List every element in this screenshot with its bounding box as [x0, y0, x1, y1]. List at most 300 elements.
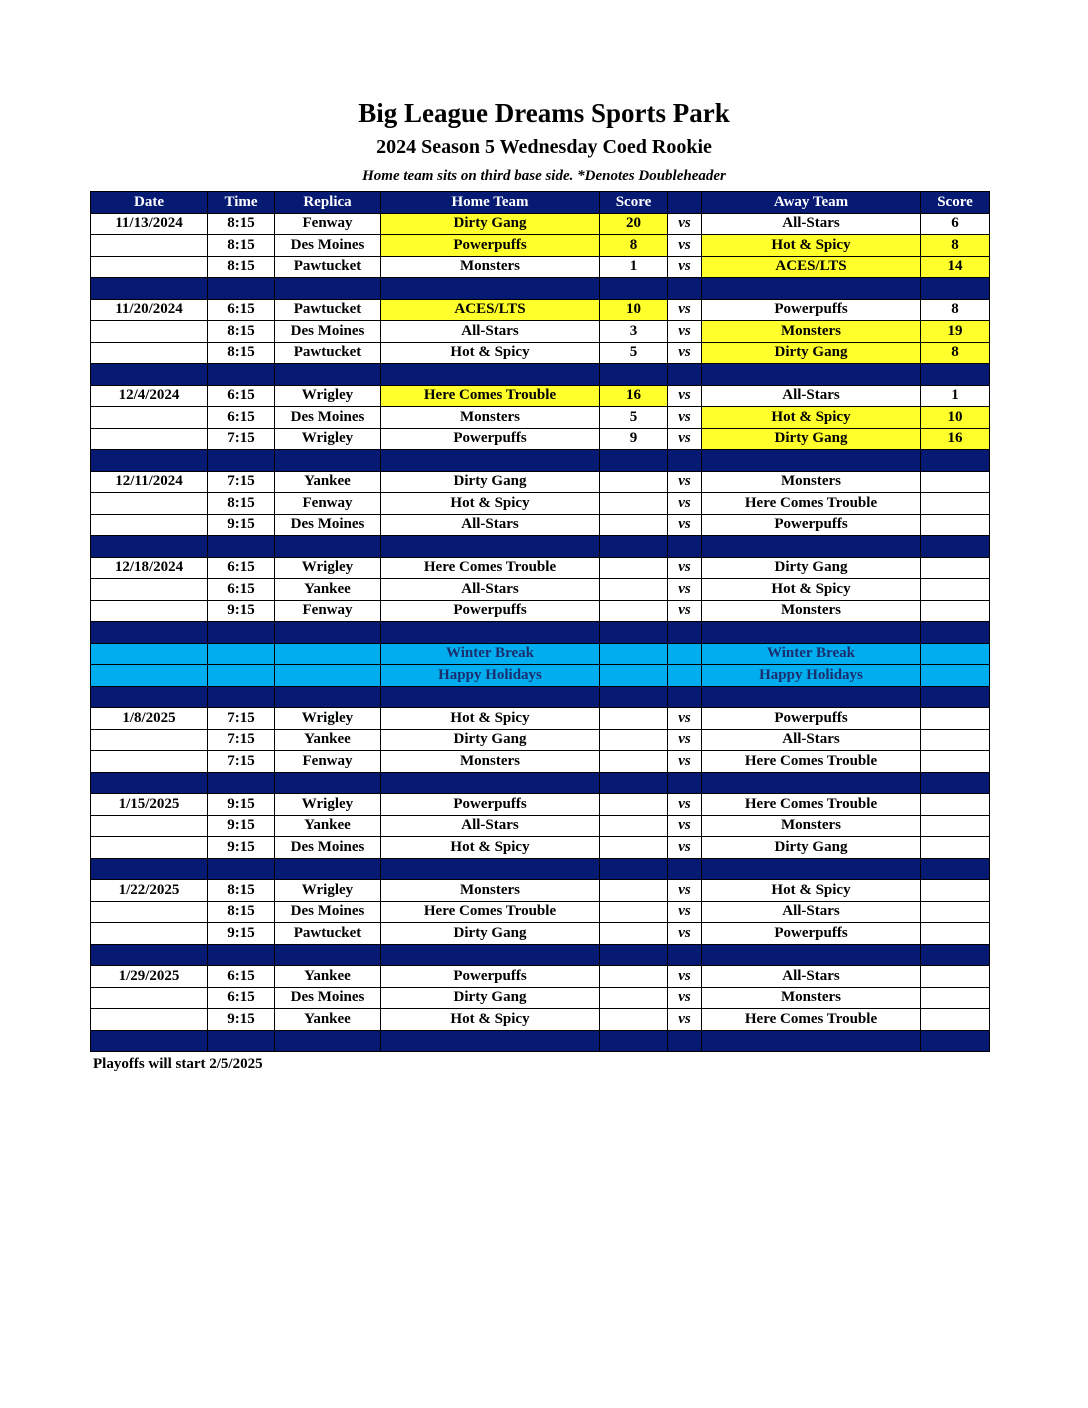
separator-cell	[921, 450, 990, 472]
separator-cell	[381, 858, 600, 880]
game-field: Des Moines	[275, 235, 381, 257]
game-time: 6:15	[208, 557, 275, 579]
separator-cell	[275, 536, 381, 558]
away-team: Monsters	[702, 815, 921, 837]
game-field: Yankee	[275, 1009, 381, 1031]
away-score	[921, 600, 990, 622]
col-header-time: Time	[208, 192, 275, 214]
home-score	[600, 493, 668, 515]
separator-cell	[208, 944, 275, 966]
game-date	[91, 729, 208, 751]
separator-cell	[702, 1030, 921, 1052]
week-separator-row	[91, 686, 990, 708]
separator-cell	[600, 450, 668, 472]
separator-cell	[275, 622, 381, 644]
separator-cell	[208, 1030, 275, 1052]
game-field: Pawtucket	[275, 342, 381, 364]
separator-cell	[668, 364, 702, 386]
vs-label: vs	[668, 514, 702, 536]
separator-cell	[668, 772, 702, 794]
away-team: All-Stars	[702, 901, 921, 923]
game-field: Fenway	[275, 600, 381, 622]
empty-cell	[208, 665, 275, 687]
vs-label: vs	[668, 1009, 702, 1031]
game-row	[91, 729, 990, 751]
schedule-body	[91, 213, 990, 1052]
game-row	[91, 342, 990, 364]
away-team: Dirty Gang	[702, 557, 921, 579]
home-team: All-Stars	[381, 514, 600, 536]
home-team: Dirty Gang	[381, 729, 600, 751]
home-team: Hot & Spicy	[381, 493, 600, 515]
game-row	[91, 815, 990, 837]
separator-cell	[275, 772, 381, 794]
away-team: Dirty Gang	[702, 428, 921, 450]
separator-cell	[600, 622, 668, 644]
separator-cell	[702, 944, 921, 966]
game-time: 6:15	[208, 299, 275, 321]
game-time: 6:15	[208, 579, 275, 601]
game-row	[91, 751, 990, 773]
away-team: Hot & Spicy	[702, 235, 921, 257]
game-time: 7:15	[208, 471, 275, 493]
break-row	[91, 643, 990, 665]
game-field: Pawtucket	[275, 923, 381, 945]
away-score: 14	[921, 256, 990, 278]
separator-cell	[275, 944, 381, 966]
home-score	[600, 901, 668, 923]
away-team: ACES/LTS	[702, 256, 921, 278]
game-row	[91, 256, 990, 278]
away-team: Powerpuffs	[702, 514, 921, 536]
vs-label: vs	[668, 256, 702, 278]
game-date: 1/29/2025	[91, 966, 208, 988]
game-field: Yankee	[275, 471, 381, 493]
game-date	[91, 235, 208, 257]
home-score: 8	[600, 235, 668, 257]
empty-cell	[668, 665, 702, 687]
away-team: Hot & Spicy	[702, 407, 921, 429]
vs-label: vs	[668, 407, 702, 429]
game-row	[91, 708, 990, 730]
home-score: 9	[600, 428, 668, 450]
away-score	[921, 901, 990, 923]
home-team: Powerpuffs	[381, 428, 600, 450]
week-separator-row	[91, 1030, 990, 1052]
home-team: Dirty Gang	[381, 471, 600, 493]
vs-label: vs	[668, 923, 702, 945]
week-separator-row	[91, 450, 990, 472]
empty-cell	[600, 643, 668, 665]
game-time: 6:15	[208, 407, 275, 429]
game-time: 7:15	[208, 428, 275, 450]
vs-label: vs	[668, 815, 702, 837]
game-row	[91, 966, 990, 988]
game-field: Wrigley	[275, 708, 381, 730]
separator-cell	[600, 858, 668, 880]
vs-label: vs	[668, 708, 702, 730]
game-date	[91, 579, 208, 601]
week-separator-row	[91, 772, 990, 794]
separator-cell	[275, 364, 381, 386]
separator-cell	[91, 622, 208, 644]
vs-label: vs	[668, 321, 702, 343]
game-row	[91, 579, 990, 601]
separator-cell	[91, 772, 208, 794]
vs-label: vs	[668, 794, 702, 816]
separator-cell	[702, 450, 921, 472]
game-date	[91, 837, 208, 859]
vs-label: vs	[668, 901, 702, 923]
home-team: Monsters	[381, 407, 600, 429]
away-score: 10	[921, 407, 990, 429]
game-field: Yankee	[275, 729, 381, 751]
break-label-away: Happy Holidays	[702, 665, 921, 687]
game-field: Des Moines	[275, 514, 381, 536]
away-team: All-Stars	[702, 385, 921, 407]
away-score	[921, 514, 990, 536]
separator-cell	[91, 944, 208, 966]
away-score: 6	[921, 213, 990, 235]
game-time: 6:15	[208, 987, 275, 1009]
empty-cell	[91, 665, 208, 687]
game-field: Pawtucket	[275, 256, 381, 278]
game-field: Fenway	[275, 213, 381, 235]
separator-cell	[208, 622, 275, 644]
header-row	[91, 192, 990, 214]
home-score	[600, 815, 668, 837]
home-score: 20	[600, 213, 668, 235]
game-date: 12/11/2024	[91, 471, 208, 493]
game-time: 9:15	[208, 815, 275, 837]
away-team: Here Comes Trouble	[702, 1009, 921, 1031]
away-team: All-Stars	[702, 966, 921, 988]
game-field: Des Moines	[275, 837, 381, 859]
vs-label: vs	[668, 385, 702, 407]
col-header-replica: Replica	[275, 192, 381, 214]
separator-cell	[381, 622, 600, 644]
away-team: Hot & Spicy	[702, 880, 921, 902]
separator-cell	[600, 536, 668, 558]
game-time: 8:15	[208, 321, 275, 343]
empty-cell	[600, 665, 668, 687]
playoffs-note: Playoffs will start 2/5/2025	[93, 1056, 263, 1072]
home-team: All-Stars	[381, 579, 600, 601]
week-separator-row	[91, 536, 990, 558]
away-team: Powerpuffs	[702, 708, 921, 730]
game-date: 12/4/2024	[91, 385, 208, 407]
home-score	[600, 600, 668, 622]
game-time: 7:15	[208, 708, 275, 730]
game-date	[91, 428, 208, 450]
away-score	[921, 815, 990, 837]
game-field: Wrigley	[275, 428, 381, 450]
game-row	[91, 923, 990, 945]
col-header-home-score: Score	[600, 192, 668, 214]
game-field: Wrigley	[275, 880, 381, 902]
game-date	[91, 342, 208, 364]
away-team: Monsters	[702, 987, 921, 1009]
separator-cell	[921, 364, 990, 386]
game-row	[91, 299, 990, 321]
away-team: Here Comes Trouble	[702, 493, 921, 515]
game-row	[91, 880, 990, 902]
game-field: Yankee	[275, 966, 381, 988]
vs-label: vs	[668, 235, 702, 257]
game-time: 8:15	[208, 256, 275, 278]
game-date: 1/8/2025	[91, 708, 208, 730]
home-score	[600, 471, 668, 493]
vs-label: vs	[668, 880, 702, 902]
home-team: Hot & Spicy	[381, 1009, 600, 1031]
game-field: Fenway	[275, 751, 381, 773]
home-score: 3	[600, 321, 668, 343]
away-team: Powerpuffs	[702, 299, 921, 321]
separator-cell	[668, 686, 702, 708]
separator-cell	[381, 536, 600, 558]
home-team: All-Stars	[381, 815, 600, 837]
vs-label: vs	[668, 579, 702, 601]
game-date	[91, 1009, 208, 1031]
game-row	[91, 235, 990, 257]
break-label-home: Happy Holidays	[381, 665, 600, 687]
game-time: 9:15	[208, 514, 275, 536]
separator-cell	[702, 622, 921, 644]
game-date: 11/13/2024	[91, 213, 208, 235]
separator-cell	[921, 1030, 990, 1052]
away-score	[921, 579, 990, 601]
separator-cell	[600, 1030, 668, 1052]
home-team: Powerpuffs	[381, 600, 600, 622]
vs-label: vs	[668, 299, 702, 321]
home-team: Here Comes Trouble	[381, 557, 600, 579]
game-field: Des Moines	[275, 901, 381, 923]
separator-cell	[381, 364, 600, 386]
vs-label: vs	[668, 213, 702, 235]
empty-cell	[275, 643, 381, 665]
home-score: 1	[600, 256, 668, 278]
away-score	[921, 493, 990, 515]
home-score: 10	[600, 299, 668, 321]
game-date	[91, 600, 208, 622]
separator-cell	[668, 1030, 702, 1052]
game-field: Wrigley	[275, 557, 381, 579]
game-time: 8:15	[208, 880, 275, 902]
separator-cell	[600, 364, 668, 386]
game-date	[91, 815, 208, 837]
game-time: 8:15	[208, 493, 275, 515]
away-team: All-Stars	[702, 729, 921, 751]
game-time: 6:15	[208, 966, 275, 988]
col-header-date: Date	[91, 192, 208, 214]
game-date	[91, 751, 208, 773]
separator-cell	[381, 944, 600, 966]
separator-cell	[208, 772, 275, 794]
away-score	[921, 751, 990, 773]
away-team: Monsters	[702, 471, 921, 493]
separator-cell	[275, 686, 381, 708]
home-team: Powerpuffs	[381, 235, 600, 257]
separator-cell	[381, 772, 600, 794]
game-row	[91, 493, 990, 515]
home-team: Dirty Gang	[381, 987, 600, 1009]
game-time: 9:15	[208, 1009, 275, 1031]
vs-label: vs	[668, 729, 702, 751]
game-time: 8:15	[208, 901, 275, 923]
game-row	[91, 428, 990, 450]
week-separator-row	[91, 944, 990, 966]
separator-cell	[381, 450, 600, 472]
home-team: Here Comes Trouble	[381, 385, 600, 407]
game-field: Des Moines	[275, 321, 381, 343]
separator-cell	[668, 944, 702, 966]
separator-cell	[600, 278, 668, 300]
separator-cell	[208, 858, 275, 880]
separator-cell	[921, 536, 990, 558]
separator-cell	[702, 536, 921, 558]
separator-cell	[275, 278, 381, 300]
vs-label: vs	[668, 557, 702, 579]
separator-cell	[921, 686, 990, 708]
separator-cell	[921, 858, 990, 880]
game-time: 8:15	[208, 342, 275, 364]
game-date	[91, 407, 208, 429]
away-team: Monsters	[702, 321, 921, 343]
separator-cell	[91, 686, 208, 708]
away-score: 16	[921, 428, 990, 450]
separator-cell	[702, 858, 921, 880]
separator-cell	[91, 450, 208, 472]
game-field: Wrigley	[275, 385, 381, 407]
separator-cell	[91, 536, 208, 558]
game-date	[91, 901, 208, 923]
separator-cell	[275, 1030, 381, 1052]
break-label-home: Winter Break	[381, 643, 600, 665]
game-row	[91, 514, 990, 536]
separator-cell	[208, 278, 275, 300]
vs-label: vs	[668, 428, 702, 450]
game-time: 7:15	[208, 751, 275, 773]
home-score: 16	[600, 385, 668, 407]
col-header-away-team: Away Team	[702, 192, 921, 214]
game-field: Yankee	[275, 815, 381, 837]
separator-cell	[275, 450, 381, 472]
home-score	[600, 987, 668, 1009]
separator-cell	[702, 364, 921, 386]
separator-cell	[921, 772, 990, 794]
separator-cell	[600, 686, 668, 708]
separator-cell	[668, 536, 702, 558]
separator-cell	[381, 686, 600, 708]
game-row	[91, 471, 990, 493]
game-row	[91, 213, 990, 235]
separator-cell	[668, 622, 702, 644]
separator-cell	[668, 858, 702, 880]
home-team: Hot & Spicy	[381, 708, 600, 730]
away-team: Here Comes Trouble	[702, 794, 921, 816]
away-score	[921, 1009, 990, 1031]
empty-cell	[921, 665, 990, 687]
home-score	[600, 794, 668, 816]
away-team: Hot & Spicy	[702, 579, 921, 601]
vs-label: vs	[668, 751, 702, 773]
game-row	[91, 837, 990, 859]
game-time: 9:15	[208, 923, 275, 945]
separator-cell	[668, 278, 702, 300]
game-date	[91, 923, 208, 945]
empty-cell	[91, 643, 208, 665]
game-field: Yankee	[275, 579, 381, 601]
home-score	[600, 729, 668, 751]
game-row	[91, 557, 990, 579]
away-score	[921, 729, 990, 751]
game-row	[91, 901, 990, 923]
separator-cell	[381, 1030, 600, 1052]
game-time: 8:15	[208, 235, 275, 257]
separator-cell	[702, 772, 921, 794]
away-score	[921, 794, 990, 816]
game-row	[91, 794, 990, 816]
page-title: Big League Dreams Sports Park	[358, 98, 730, 128]
separator-cell	[208, 364, 275, 386]
away-score: 19	[921, 321, 990, 343]
game-row	[91, 1009, 990, 1031]
game-date	[91, 321, 208, 343]
game-field: Wrigley	[275, 794, 381, 816]
separator-cell	[702, 686, 921, 708]
vs-label: vs	[668, 966, 702, 988]
away-team: Here Comes Trouble	[702, 751, 921, 773]
separator-cell	[275, 858, 381, 880]
away-team: Dirty Gang	[702, 837, 921, 859]
home-team: Monsters	[381, 751, 600, 773]
col-header-away-score: Score	[921, 192, 990, 214]
game-row	[91, 987, 990, 1009]
game-row	[91, 407, 990, 429]
game-date	[91, 514, 208, 536]
home-team: All-Stars	[381, 321, 600, 343]
home-score	[600, 880, 668, 902]
away-score	[921, 923, 990, 945]
game-time: 6:15	[208, 385, 275, 407]
away-score	[921, 557, 990, 579]
away-team: Powerpuffs	[702, 923, 921, 945]
game-field: Pawtucket	[275, 299, 381, 321]
home-team: Monsters	[381, 880, 600, 902]
vs-label: vs	[668, 342, 702, 364]
home-team: Powerpuffs	[381, 966, 600, 988]
empty-cell	[668, 643, 702, 665]
week-separator-row	[91, 278, 990, 300]
empty-cell	[208, 643, 275, 665]
away-team: Dirty Gang	[702, 342, 921, 364]
game-field: Des Moines	[275, 407, 381, 429]
empty-cell	[921, 643, 990, 665]
separator-cell	[91, 1030, 208, 1052]
away-score	[921, 708, 990, 730]
game-time: 9:15	[208, 600, 275, 622]
away-score	[921, 837, 990, 859]
col-header-home-team: Home Team	[381, 192, 600, 214]
separator-cell	[208, 450, 275, 472]
home-team: Dirty Gang	[381, 923, 600, 945]
separator-cell	[91, 278, 208, 300]
away-score: 1	[921, 385, 990, 407]
away-score: 8	[921, 342, 990, 364]
away-score	[921, 471, 990, 493]
home-score	[600, 923, 668, 945]
away-score: 8	[921, 235, 990, 257]
